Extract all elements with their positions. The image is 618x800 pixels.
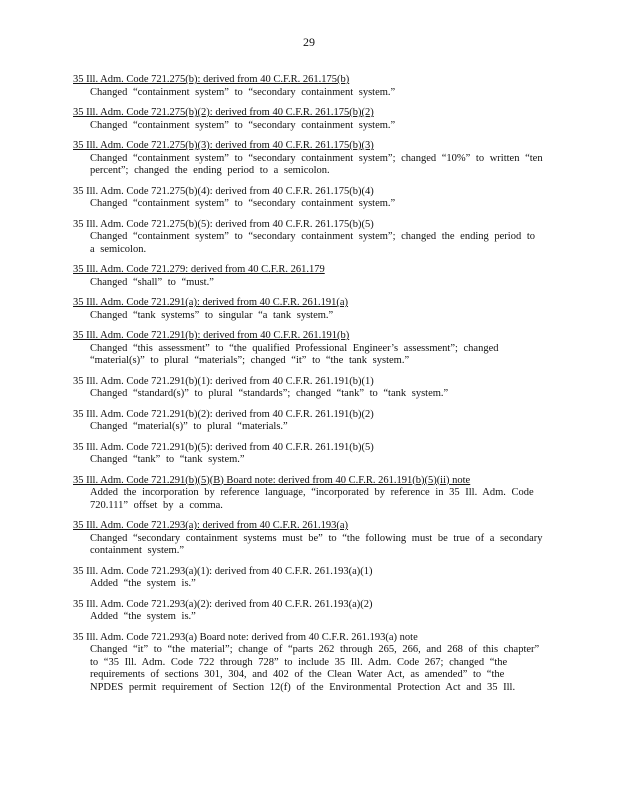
page-number: 29 <box>303 35 315 49</box>
entry-text: Added “the system is.” <box>90 578 196 589</box>
entry-text: Changed “containment system” to “secondary containment system.” <box>90 198 396 209</box>
entry-heading: 35 Ill. Adm. Code 721.291(b)(5)(B) Board note: derived from 40 C.F.R. 261.191(b)(5)(ii) note <box>73 474 471 486</box>
entry-heading: 35 Ill. Adm. Code 721.279: derived from 40 C.F.R. 261.179 <box>73 264 325 275</box>
entry <box>73 376 543 401</box>
entry-heading: 35 Ill. Adm. Code 721.291(b)(1): derived from 40 C.F.R. 261.191(b)(1) <box>73 375 374 387</box>
entry-text: Changed “shall” to “must.” <box>90 276 214 288</box>
entry-text: Changed “containment system” to “secondary containment system.” <box>90 119 396 131</box>
entry-text: Changed “secondary containment systems must be” to “the following must be true of a secondary containment system.” <box>90 532 543 556</box>
entry-heading: 35 Ill. Adm. Code 721.293(a) Board note: derived from 40 C.F.R. 261.193(a) note <box>73 631 418 643</box>
entry-text: Changed “this assessment” to “the qualified Professional Engineer’s assessment”; changed “material(s)” to plural “materials”; changed “it” to “the tank system.” <box>90 342 499 366</box>
entry-heading: 35 Ill. Adm. Code 721.291(b)(2): derived from 40 C.F.R. 261.191(b)(2) <box>73 408 374 420</box>
entry-text: Changed “it” to “the material”; change of “parts 262 through 265, 266, and 268 of this chapter” to “35 Ill. Adm. Code 722 through 728” to include 35 Ill. Adm. Code 267; changed “the requirements of sections 301, 304, and 402 of the Clean Water Act, as amended” to “the NPDES permit requirement of Section 12(f) of the Environmental Protection Act and 35 Ill. <box>90 644 540 693</box>
entry-text: Changed “material(s)” to plural “materials.” <box>90 421 288 432</box>
entry-heading: 35 Ill. Adm. Code 721.293(a): derived from 40 C.F.R. 261.193(a) <box>73 520 349 531</box>
entry-text: Changed “containment system” to “secondary containment system.” <box>90 86 396 98</box>
entry <box>73 475 543 513</box>
entry <box>73 264 543 289</box>
entry-heading: 35 Ill. Adm. Code 721.291(b): derived from 40 C.F.R. 261.191(b) <box>73 330 350 341</box>
entry <box>73 599 543 624</box>
entry <box>73 140 543 178</box>
entry-text: Changed “containment system” to “secondary containment system”; changed the ending period to a semicolon. <box>90 231 536 255</box>
entry-heading: 35 Ill. Adm. Code 721.275(b): derived from 40 C.F.R. 261.175(b) <box>73 74 350 85</box>
entry-heading: 35 Ill. Adm. Code 721.291(b)(5): derived from 40 C.F.R. 261.191(b)(5) <box>73 441 374 453</box>
entry <box>73 566 543 591</box>
entry <box>73 297 543 322</box>
entry-text: Added “the system is.” <box>90 611 196 622</box>
entry-text: Changed “tank” to “tank system.” <box>90 454 245 465</box>
entry-list <box>73 74 543 702</box>
entry-heading: 35 Ill. Adm. Code 721.293(a)(1): derived from 40 C.F.R. 261.193(a)(1) <box>73 565 373 577</box>
entry <box>73 520 543 558</box>
entry-text: Added the incorporation by reference language, “incorporated by reference in 35 Ill. Adm. Code 720.111” offset by a comma. <box>90 487 534 511</box>
entry-heading: 35 Ill. Adm. Code 721.275(b)(5): derived from 40 C.F.R. 261.175(b)(5) <box>73 218 374 230</box>
entry-heading: 35 Ill. Adm. Code 721.275(b)(3): derived from 40 C.F.R. 261.175(b)(3) <box>73 140 374 151</box>
entry-text: Changed “containment system” to “secondary containment system”; changed “10%” to written “ten percent”; changed the ending period to a semicolon. <box>90 152 543 176</box>
entry <box>73 107 543 132</box>
entry <box>73 632 543 695</box>
entry <box>73 219 543 257</box>
entry-heading: 35 Ill. Adm. Code 721.293(a)(2): derived from 40 C.F.R. 261.193(a)(2) <box>73 598 373 610</box>
entry <box>73 330 543 368</box>
entry-heading: 35 Ill. Adm. Code 721.275(b)(4): derived from 40 C.F.R. 261.175(b)(4) <box>73 185 374 197</box>
entry-text: Changed “standard(s)” to plural “standards”; changed “tank” to “tank system.” <box>90 388 449 399</box>
entry <box>73 186 543 211</box>
entry <box>73 442 543 467</box>
entry-heading: 35 Ill. Adm. Code 721.275(b)(2): derived from 40 C.F.R. 261.175(b)(2) <box>73 107 374 118</box>
entry-text: Changed “tank systems” to singular “a tank system.” <box>90 309 334 321</box>
entry <box>73 409 543 434</box>
entry-heading: 35 Ill. Adm. Code 721.291(a): derived from 40 C.F.R. 261.191(a) <box>73 297 349 308</box>
entry <box>73 74 543 99</box>
